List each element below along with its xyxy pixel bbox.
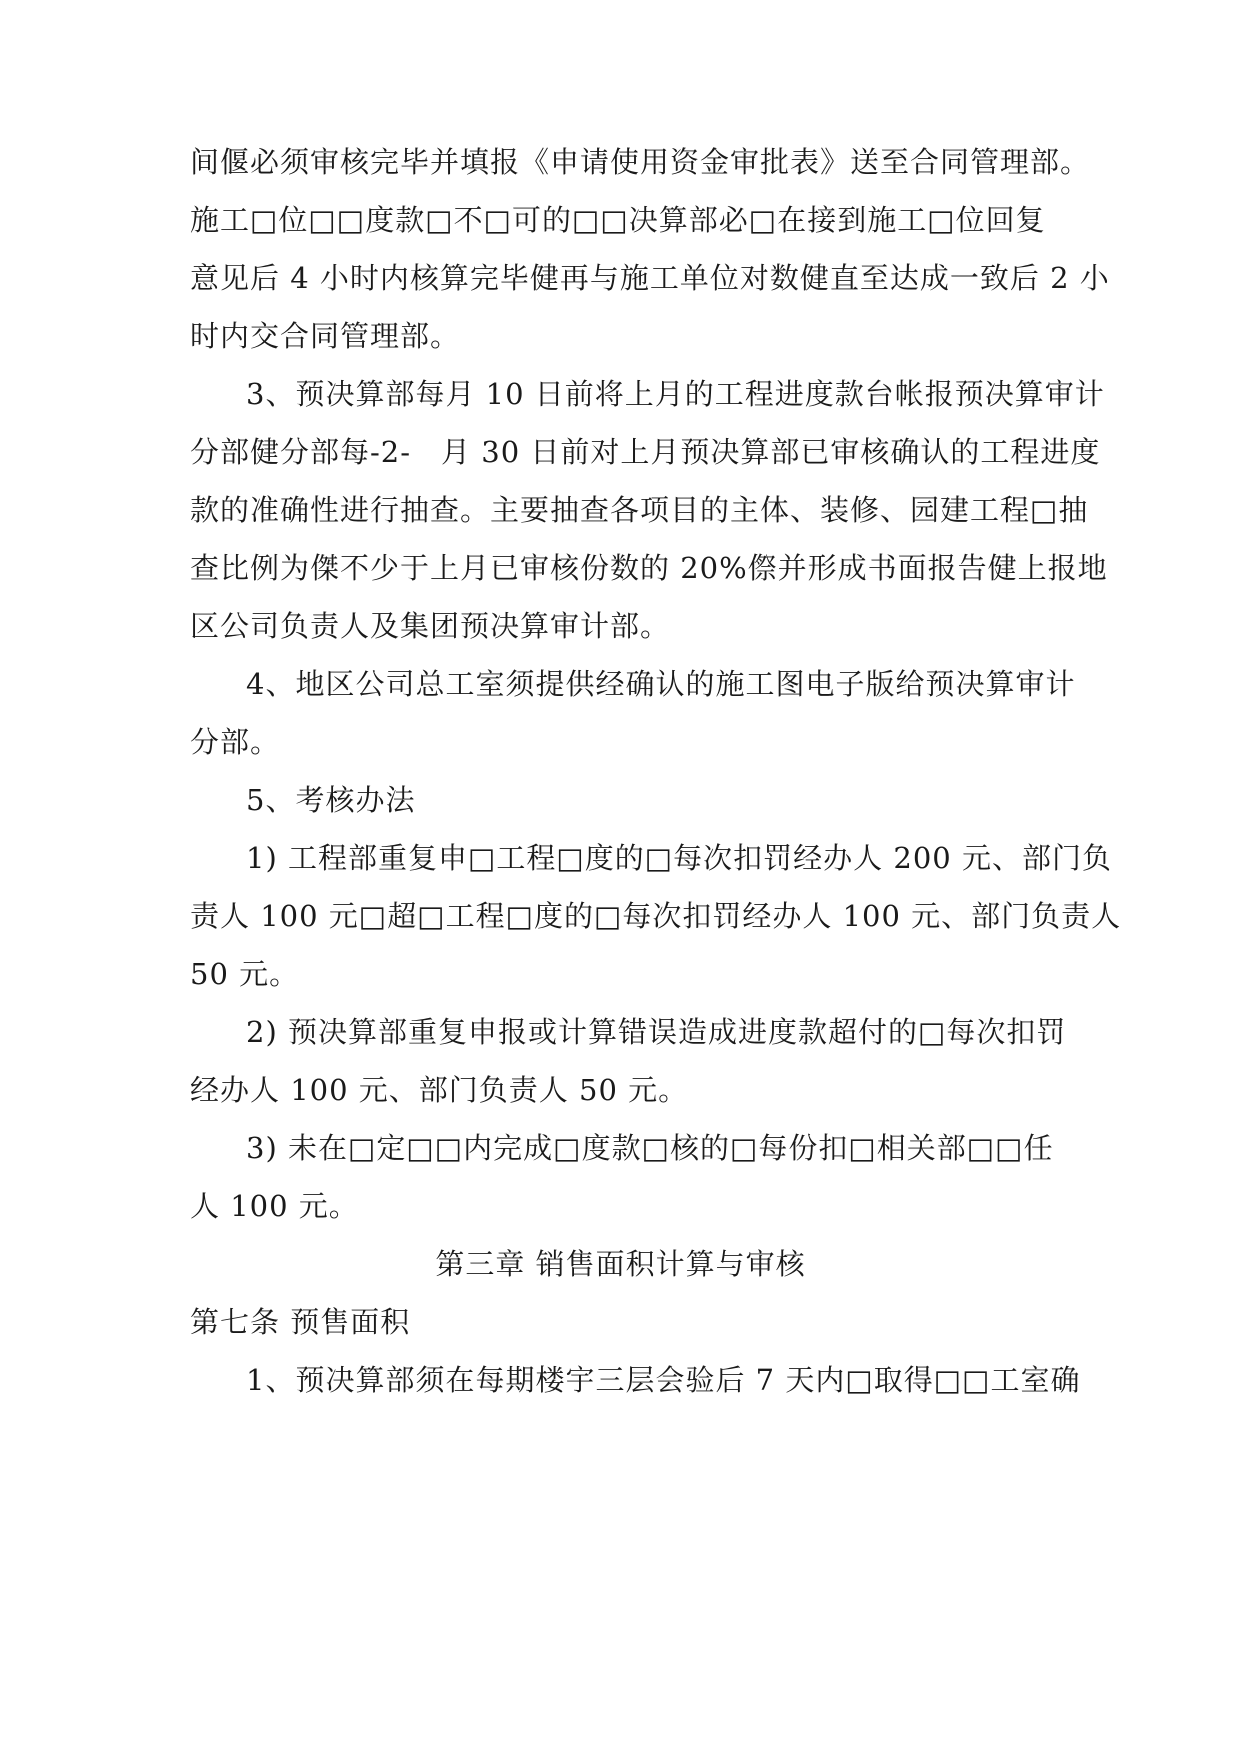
paragraph-line-22: 1、预决算部须在每期楼宇三层会验后 7 天内□取得□□工室确 (246, 1363, 1081, 1397)
paragraph-line-13: 1) 工程部重复申□工程□度的□每次扣罚经办人 200 元、部门负 (246, 841, 1112, 875)
paragraph-line-11: 分部。 (190, 725, 281, 759)
paragraph-line-19: 人 100 元。 (190, 1189, 359, 1223)
paragraph-line-8: 查比例为傑不少于上月已审核份数的 20%傺并形成书面报告健上报地 (190, 551, 1108, 585)
paragraph-line-15: 50 元。 (190, 957, 300, 991)
paragraph-line-1: 间偃必须审核完毕并填报《申请使用资金审批表》送至合同管理部。 (190, 145, 1091, 179)
paragraph-line-7: 款的准确性进行抽查。主要抽查各项目的主体、装修、园建工程□抽 (190, 493, 1089, 527)
paragraph-line-10: 4、地区公司总工室须提供经确认的施工图电子版给预决算审计 (246, 667, 1076, 701)
chapter-title: 第三章 销售面积计算与审核 (435, 1247, 806, 1281)
paragraph-line-14: 责人 100 元□超□工程□度的□每次扣罚经办人 100 元、部门负责人 (190, 899, 1122, 933)
paragraph-line-18: 3) 未在□定□□内完成□度款□核的□每份扣□相关部□□任 (246, 1131, 1054, 1165)
paragraph-line-3: 意见后 4 小时内核算完毕健再与施工单位对数健直至达成一致后 2 小 (190, 261, 1110, 295)
paragraph-line-6: 分部健分部每-2- 月 30 日前对上月预决算部已审核确认的工程进度 (190, 435, 1101, 469)
section-heading-assessment: 5、考核办法 (246, 783, 416, 817)
paragraph-line-5: 3、预决算部每月 10 日前将上月的工程进度款台帐报预决算审计 (246, 377, 1105, 411)
paragraph-line-4: 时内交合同管理部。 (190, 319, 461, 353)
article-title: 第七条 预售面积 (190, 1305, 411, 1339)
paragraph-line-17: 经办人 100 元、部门负责人 50 元。 (190, 1073, 689, 1107)
paragraph-line-2: 施工□位□□度款□不□可的□□决算部必□在接到施工□位回复 (190, 203, 1046, 237)
paragraph-line-9: 区公司负责人及集团预决算审计部。 (190, 609, 671, 643)
paragraph-line-16: 2) 预决算部重复申报或计算错误造成进度款超付的□每次扣罚 (246, 1015, 1067, 1049)
